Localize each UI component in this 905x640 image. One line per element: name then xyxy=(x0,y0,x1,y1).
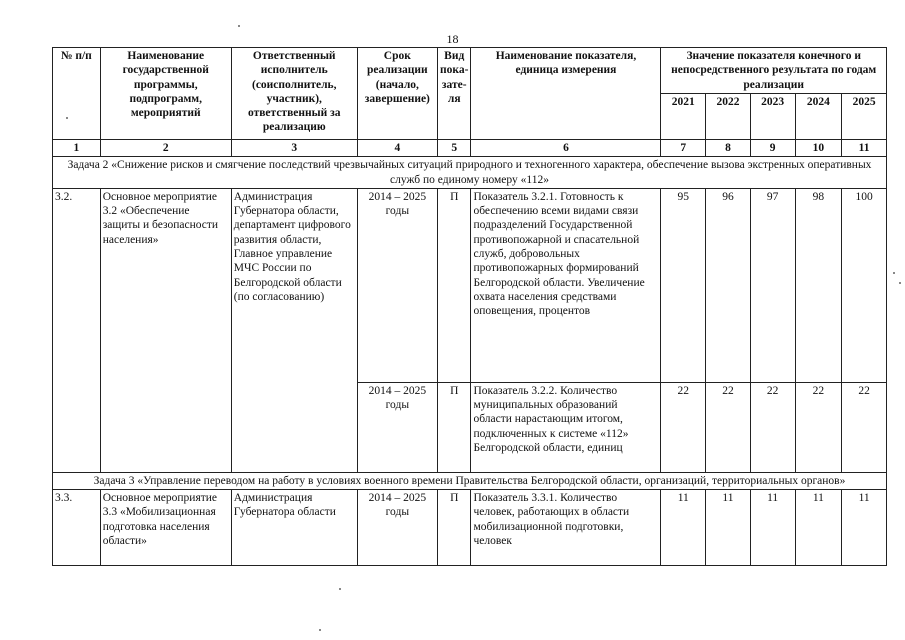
value-cell: 11 xyxy=(706,490,751,566)
row-num: 3.2. xyxy=(53,188,101,472)
row-term: 2014 – 2025 годы xyxy=(357,490,437,566)
header-year: 2023 xyxy=(750,94,795,140)
value-cell: 11 xyxy=(661,490,706,566)
row-type: П xyxy=(437,490,471,566)
value-cell: 11 xyxy=(750,490,795,566)
header-year: 2025 xyxy=(842,94,887,140)
column-number: 4 xyxy=(357,140,437,157)
value-cell: 98 xyxy=(795,188,842,382)
task-3-title: Задача 3 «Управление переводом на работу в условиях военного времени Правительства Белгородской области, организаций, территориальных органов» xyxy=(53,472,887,489)
scan-speck xyxy=(893,272,895,274)
indicators-table xyxy=(52,47,887,566)
header-name: Наименование государственной программы, подпрограмм, мероприятий xyxy=(100,48,231,140)
table-row xyxy=(53,188,887,382)
row-name: Основное мероприятие 3.3 «Мобилизационная подготовка населения области» xyxy=(100,490,231,566)
row-indicator: Показатель 3.2.2. Количество муниципальных образований области нарастающим итогом, подключенных к системе «112» Белгородской области, единиц xyxy=(471,382,661,472)
value-cell: 22 xyxy=(795,382,842,472)
column-number: 6 xyxy=(471,140,661,157)
column-number: 2 xyxy=(100,140,231,157)
value-cell: 22 xyxy=(706,382,751,472)
column-number: 1 xyxy=(53,140,101,157)
column-number: 11 xyxy=(842,140,887,157)
task-3-row xyxy=(53,472,887,489)
scan-speck xyxy=(899,282,901,284)
scan-speck xyxy=(339,588,341,590)
scan-speck xyxy=(66,117,68,119)
row-term: 2014 – 2025 годы xyxy=(357,188,437,382)
value-cell: 97 xyxy=(750,188,795,382)
value-cell: 22 xyxy=(750,382,795,472)
value-cell: 96 xyxy=(706,188,751,382)
row-name: Основное мероприятие 3.2 «Обеспечение защиты и безопасности населения» xyxy=(100,188,231,472)
table-row xyxy=(53,490,887,566)
value-cell: 100 xyxy=(842,188,887,382)
header-year: 2022 xyxy=(706,94,751,140)
header-year: 2021 xyxy=(661,94,706,140)
header-num: № п/п xyxy=(53,48,101,140)
column-number: 9 xyxy=(750,140,795,157)
row-num: 3.3. xyxy=(53,490,101,566)
header-type: Вид пока-зате-ля xyxy=(437,48,471,140)
value-cell: 22 xyxy=(661,382,706,472)
column-number: 5 xyxy=(437,140,471,157)
column-number: 3 xyxy=(231,140,357,157)
header-year: 2024 xyxy=(795,94,842,140)
row-indicator: Показатель 3.2.1. Готовность к обеспечению всеми видами связи подразделений Государственной противопожарной и спасательной служб, добровольных противопожарных формирований Белгородской области. Увеличение охвата населения средствами оповещения, процентов xyxy=(471,188,661,382)
value-cell: 22 xyxy=(842,382,887,472)
value-cell: 11 xyxy=(842,490,887,566)
scan-speck xyxy=(238,25,240,27)
row-term: 2014 – 2025 годы xyxy=(357,382,437,472)
header-values: Значение показателя конечного и непосредственного результата по годам реализации xyxy=(661,48,887,94)
header-indicator: Наименование показателя, единица измерения xyxy=(471,48,661,140)
row-type: П xyxy=(437,382,471,472)
column-number: 8 xyxy=(706,140,751,157)
column-numbers-row xyxy=(53,140,887,157)
column-number: 7 xyxy=(661,140,706,157)
row-indicator: Показатель 3.3.1. Количество человек, работающих в области мобилизационной подготовки, человек xyxy=(471,490,661,566)
value-cell: 11 xyxy=(795,490,842,566)
value-cell: 95 xyxy=(661,188,706,382)
scan-speck xyxy=(319,629,321,631)
row-type: П xyxy=(437,188,471,382)
column-number: 10 xyxy=(795,140,842,157)
page-number: 18 xyxy=(446,32,459,46)
row-executor: Администрация Губернатора области, департамент цифрового развития области, Главное управление МЧС России по Белгородской области (по согласованию) xyxy=(231,188,357,472)
task-2-row xyxy=(53,157,887,189)
task-2-title: Задача 2 «Снижение рисков и смягчение последствий чрезвычайных ситуаций природного и техногенного характера, обеспечение вызова экстренных оперативных служб по единому номеру «112» xyxy=(53,157,887,189)
header-row-1 xyxy=(53,48,887,94)
header-term: Срок реализации (начало, завершение) xyxy=(357,48,437,140)
header-executor: Ответственный исполнитель (соисполнитель, участник), ответственный за реализацию xyxy=(231,48,357,140)
row-executor: Администрация Губернатора области xyxy=(231,490,357,566)
